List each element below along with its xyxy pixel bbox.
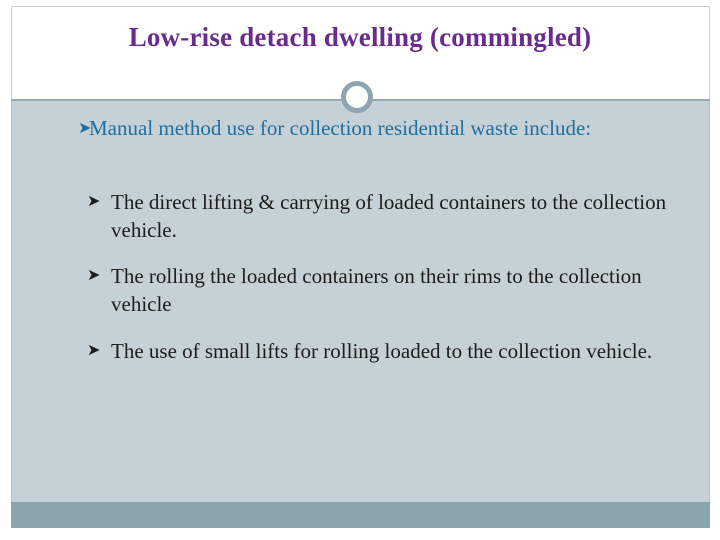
arrow-bullet-icon: ➤ [87, 267, 101, 284]
main-bullet-text: Manual method use for collection residential waste include: [89, 116, 592, 140]
main-bullet [78, 114, 678, 143]
sub-bullet-text: The direct lifting & carrying of loaded containers to the collection vehicle. [111, 190, 667, 242]
sub-bullet-text: The use of small lifts for rolling loaded to the collection vehicle. [111, 339, 653, 363]
arrow-bullet-icon: ➤ [87, 342, 101, 359]
sub-bullet-2 [87, 262, 677, 318]
ring-ornament-icon [341, 81, 373, 113]
arrow-bullet-icon: ➤ [78, 120, 92, 137]
sub-bullet-3 [87, 337, 677, 365]
sub-bullet-text: The rolling the loaded containers on their rims to the collection vehicle [111, 264, 642, 316]
arrow-bullet-icon: ➤ [87, 193, 101, 210]
sub-bullet-1 [87, 188, 677, 244]
footer-bar [11, 502, 710, 528]
slide-title: Low-rise detach dwelling (commingled) [128, 22, 592, 52]
